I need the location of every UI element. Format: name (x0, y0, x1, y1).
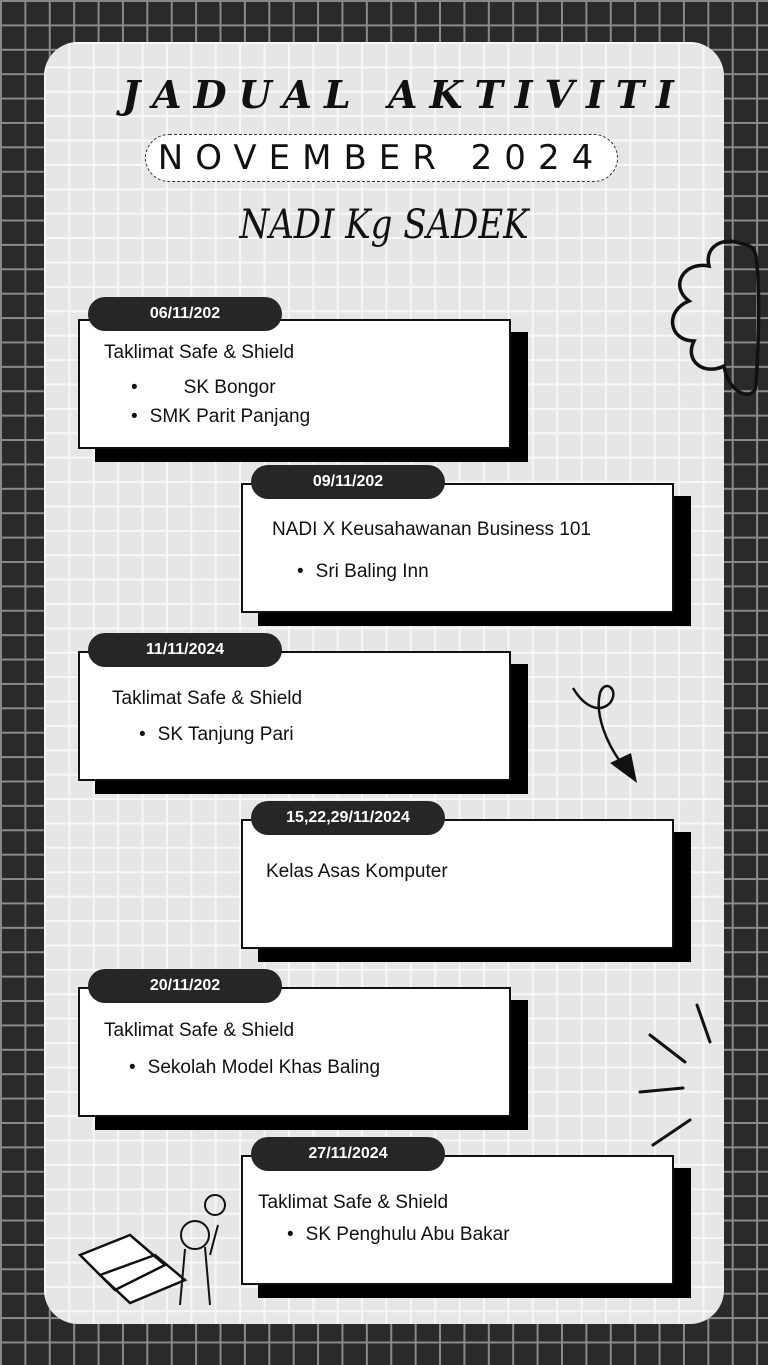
cloud-doodle-icon (664, 236, 764, 406)
event-card (241, 1155, 674, 1285)
event-item-text: SK Bongor (183, 377, 276, 398)
event-item: • SK Penghulu Abu Bakar (287, 1224, 510, 1246)
event-card (241, 483, 674, 613)
sparkle-lines-icon (635, 1000, 725, 1150)
event-date: 15,22,29/11/2024 (251, 801, 445, 835)
event-date: 09/11/202 (251, 465, 445, 499)
event-card (78, 651, 511, 781)
event-date: 20/11/202 (88, 969, 282, 1003)
event-title: NADI X Keusahawanan Business 101 (272, 519, 591, 540)
event-title: Taklimat Safe & Shield (258, 1192, 449, 1213)
event-title: Taklimat Safe & Shield (104, 1020, 295, 1041)
event-date: 27/11/2024 (251, 1137, 445, 1171)
month-label: NOVEMBER 2024 (145, 134, 618, 182)
event-card (241, 819, 674, 949)
event-title: Taklimat Safe & Shield (112, 688, 303, 709)
event-date: 06/11/202 (88, 297, 282, 331)
event-date: 11/11/2024 (88, 633, 282, 667)
event-item: • SMK Parit Panjang (131, 406, 310, 428)
event-item: • SK Tanjung Pari (139, 724, 294, 746)
organization-name: NADI Kg SADEK (239, 202, 529, 248)
event-title: Taklimat Safe & Shield (104, 342, 295, 363)
event-item: • Sri Baling Inn (297, 561, 429, 583)
event-item (131, 377, 276, 399)
poster-title: JADUAL AKTIVITI (122, 72, 686, 117)
event-card (78, 987, 511, 1117)
event-item: • Sekolah Model Khas Baling (129, 1057, 380, 1079)
event-title: Kelas Asas Komputer (266, 861, 448, 882)
reading-person-doodle-icon (60, 1185, 240, 1315)
arrow-doodle-icon (565, 678, 645, 788)
